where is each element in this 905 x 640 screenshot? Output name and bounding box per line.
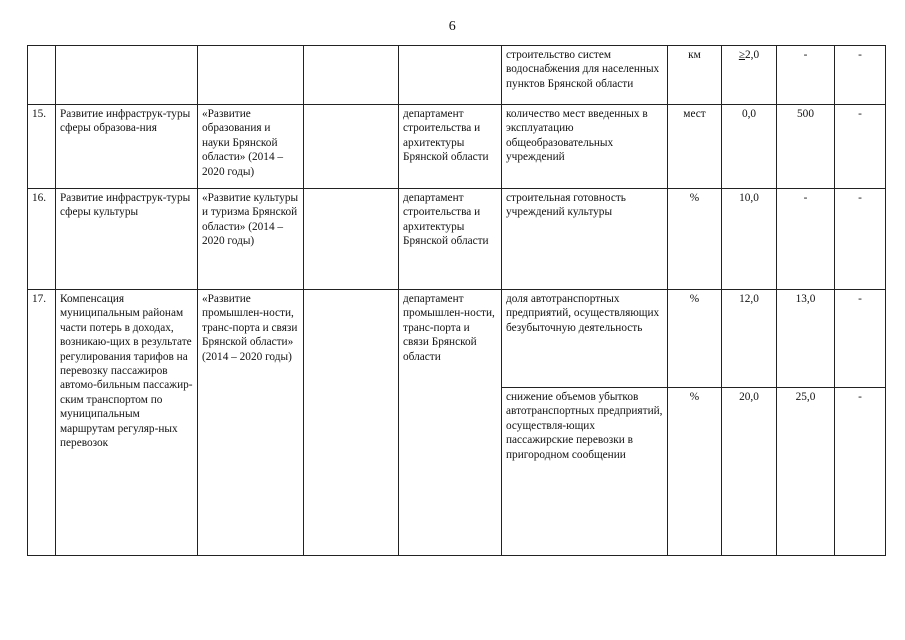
task-cell: Развитие инфраструк-туры сферы образова-ния: [56, 105, 198, 189]
empty-cell: [304, 46, 399, 105]
task-cell: [56, 46, 198, 105]
row-number-cell: 16.: [28, 189, 56, 290]
indicator-cell: строительная готовность учреждений культуры: [502, 189, 668, 290]
row-number-cell: 17.: [28, 290, 56, 556]
unit-cell: %: [668, 388, 722, 556]
value-cell-3: -: [835, 105, 886, 189]
task-cell: Компенсация муниципальным районам части потерь в доходах, возникаю-щих в результате регулирования тарифов на перевозку пассажиров автомо-бильным пассажир-ским транспортом по муниципальным маршрутам регуляр-ных перевозок: [56, 290, 198, 556]
indicators-table: [27, 45, 886, 556]
table-row: [28, 46, 886, 105]
value-cell-2: 13,0: [777, 290, 835, 388]
program-cell: [198, 46, 304, 105]
value-cell-1: 20,0: [722, 388, 777, 556]
value-cell-2: 500: [777, 105, 835, 189]
value-cell-3: -: [835, 290, 886, 388]
value-cell-3: -: [835, 46, 886, 105]
unit-cell: мест: [668, 105, 722, 189]
ge-sign: ≥: [738, 49, 746, 61]
indicator-cell: строительство систем водоснабжения для населенных пунктов Брянской области: [502, 46, 668, 105]
table-row: [28, 189, 886, 290]
indicator-cell: доля автотранспортных предприятий, осуществляющих безубыточную деятельность: [502, 290, 668, 388]
row-number-cell: 15.: [28, 105, 56, 189]
empty-cell: [304, 290, 399, 556]
executor-cell: департамент промышлен-ности, транс-порта и связи Брянской области: [399, 290, 502, 556]
empty-cell: [304, 105, 399, 189]
value-cell-1: 0,0: [722, 105, 777, 189]
indicator-cell: снижение объемов убытков автотранспортных предприятий, осуществля-ющих пассажирские перевозки в пригородном сообщении: [502, 388, 668, 556]
table-row: [28, 105, 886, 189]
value-cell-1: [722, 46, 777, 105]
executor-cell: департамент строительства и архитектуры Брянской области: [399, 105, 502, 189]
value-cell-3: -: [835, 189, 886, 290]
value-cell-2: 25,0: [777, 388, 835, 556]
executor-cell: [399, 46, 502, 105]
unit-cell: км: [668, 46, 722, 105]
value-cell-2: -: [777, 189, 835, 290]
executor-cell: департамент строительства и архитектуры Брянской области: [399, 189, 502, 290]
table-row: [28, 290, 886, 388]
value-cell-1: 12,0: [722, 290, 777, 388]
program-cell: «Развитие промышлен-ности, транс-порта и связи Брянской области» (2014 – 2020 годы): [198, 290, 304, 556]
row-number-cell: [28, 46, 56, 105]
page-number: 6: [448, 19, 457, 34]
value-cell-1: 10,0: [722, 189, 777, 290]
value-text: 2,0: [745, 49, 760, 61]
task-cell: Развитие инфраструк-туры сферы культуры: [56, 189, 198, 290]
unit-cell: %: [668, 290, 722, 388]
program-cell: «Развитие культуры и туризма Брянской области» (2014 – 2020 годы): [198, 189, 304, 290]
indicator-cell: количество мест введенных в эксплуатацию общеобразовательных учреждений: [502, 105, 668, 189]
value-cell-2: -: [777, 46, 835, 105]
empty-cell: [304, 189, 399, 290]
value-cell-3: -: [835, 388, 886, 556]
unit-cell: %: [668, 189, 722, 290]
program-cell: «Развитие образования и науки Брянской области» (2014 – 2020 годы): [198, 105, 304, 189]
